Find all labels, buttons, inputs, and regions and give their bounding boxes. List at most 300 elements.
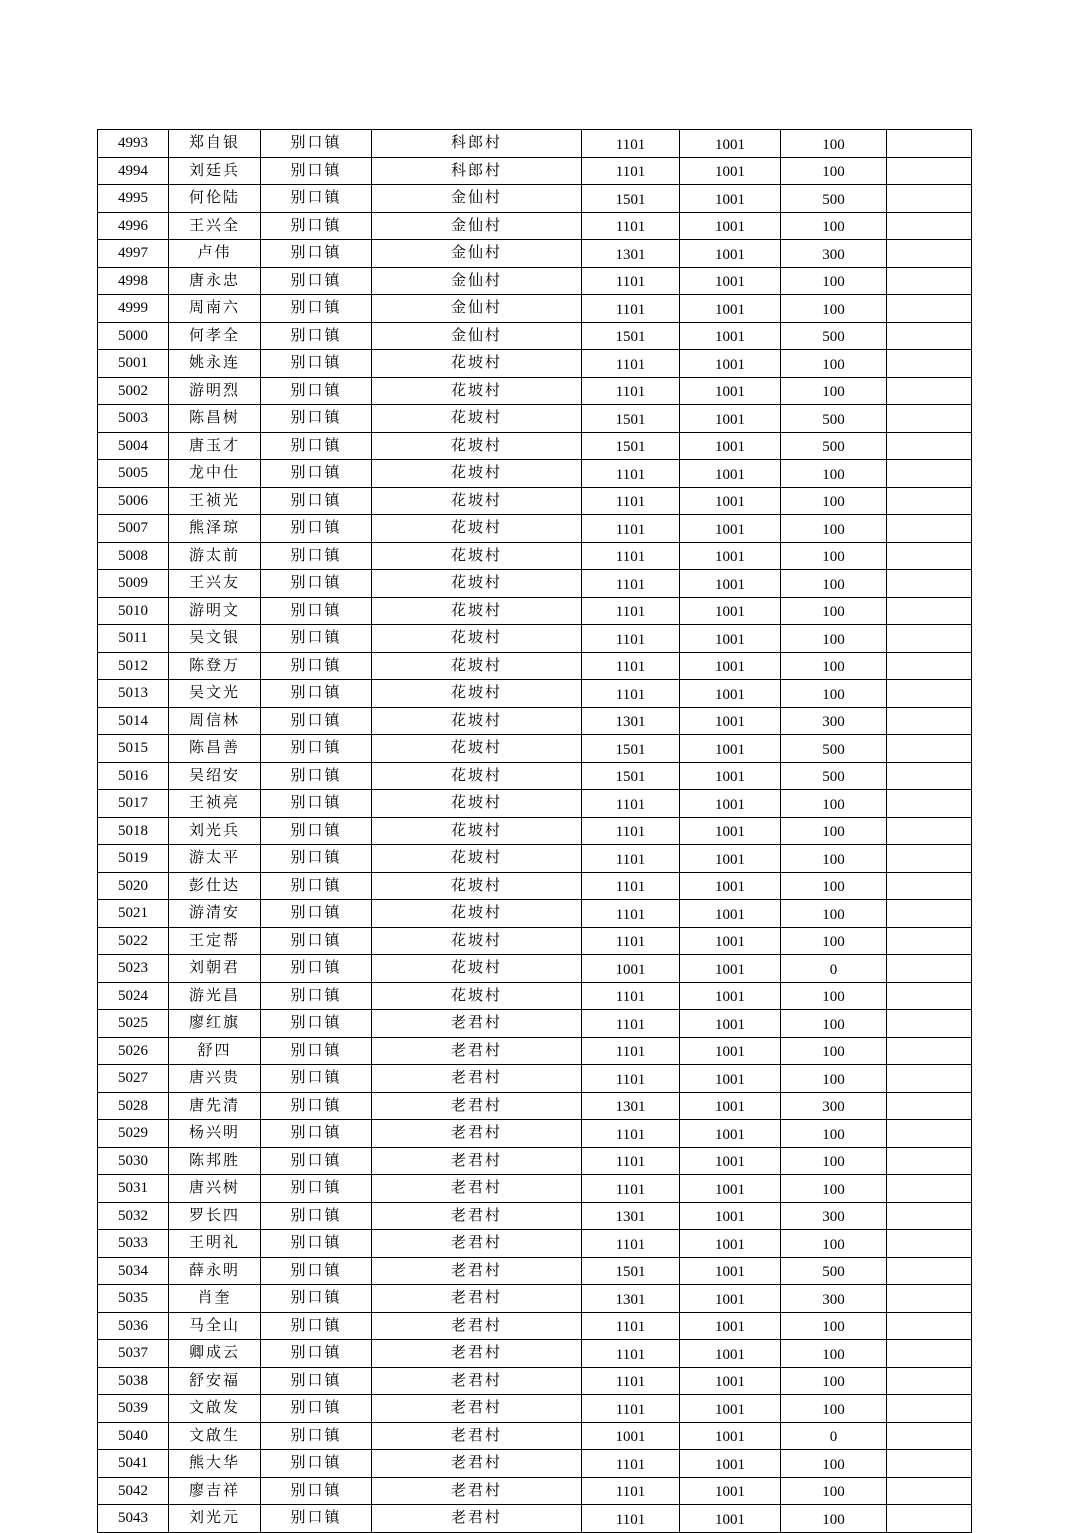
cell-code-b: 1001 xyxy=(680,817,781,845)
table-row xyxy=(98,377,972,405)
cell-amount: 0 xyxy=(781,1422,887,1450)
cell-remark xyxy=(887,570,972,598)
cell-row-number: 5018 xyxy=(98,817,169,845)
cell-amount: 100 xyxy=(781,1147,887,1175)
cell-town: 别口镇 xyxy=(261,1065,372,1093)
cell-remark xyxy=(887,652,972,680)
cell-town: 别口镇 xyxy=(261,487,372,515)
cell-amount: 100 xyxy=(781,1010,887,1038)
cell-village: 老君村 xyxy=(372,1010,582,1038)
cell-village: 老君村 xyxy=(372,1395,582,1423)
table-row xyxy=(98,1010,972,1038)
cell-code-b: 1001 xyxy=(680,157,781,185)
cell-name: 何伦陆 xyxy=(169,185,261,213)
cell-amount: 300 xyxy=(781,240,887,268)
table-row xyxy=(98,707,972,735)
cell-name: 陈昌善 xyxy=(169,735,261,763)
cell-amount: 0 xyxy=(781,955,887,983)
table-row xyxy=(98,1477,972,1505)
cell-row-number: 5019 xyxy=(98,845,169,873)
cell-code-b: 1001 xyxy=(680,790,781,818)
cell-village: 花坡村 xyxy=(372,762,582,790)
cell-row-number: 5008 xyxy=(98,542,169,570)
cell-town: 别口镇 xyxy=(261,1010,372,1038)
table-row xyxy=(98,1340,972,1368)
cell-amount: 500 xyxy=(781,432,887,460)
cell-village: 花坡村 xyxy=(372,982,582,1010)
cell-town: 别口镇 xyxy=(261,405,372,433)
cell-amount: 100 xyxy=(781,680,887,708)
cell-row-number: 5009 xyxy=(98,570,169,598)
cell-code-a: 1101 xyxy=(582,982,680,1010)
cell-code-b: 1001 xyxy=(680,1147,781,1175)
cell-remark xyxy=(887,350,972,378)
cell-code-b: 1001 xyxy=(680,1450,781,1478)
cell-code-b: 1001 xyxy=(680,1395,781,1423)
cell-name: 舒四 xyxy=(169,1037,261,1065)
cell-name: 吴文光 xyxy=(169,680,261,708)
cell-row-number: 4994 xyxy=(98,157,169,185)
cell-village: 花坡村 xyxy=(372,955,582,983)
table-row xyxy=(98,240,972,268)
cell-amount: 100 xyxy=(781,1395,887,1423)
cell-row-number: 5002 xyxy=(98,377,169,405)
table-row xyxy=(98,982,972,1010)
cell-name: 王明礼 xyxy=(169,1230,261,1258)
table-row xyxy=(98,900,972,928)
cell-code-b: 1001 xyxy=(680,1257,781,1285)
cell-village: 花坡村 xyxy=(372,405,582,433)
cell-town: 别口镇 xyxy=(261,1285,372,1313)
cell-amount: 500 xyxy=(781,322,887,350)
cell-village: 老君村 xyxy=(372,1120,582,1148)
cell-remark xyxy=(887,1065,972,1093)
cell-village: 科郎村 xyxy=(372,130,582,158)
cell-code-a: 1101 xyxy=(582,652,680,680)
table-row xyxy=(98,267,972,295)
cell-name: 马全山 xyxy=(169,1312,261,1340)
table-row xyxy=(98,1230,972,1258)
cell-name: 龙中仕 xyxy=(169,460,261,488)
cell-amount: 100 xyxy=(781,872,887,900)
cell-name: 姚永连 xyxy=(169,350,261,378)
cell-remark xyxy=(887,1147,972,1175)
cell-amount: 100 xyxy=(781,817,887,845)
cell-row-number: 5023 xyxy=(98,955,169,983)
table-row xyxy=(98,625,972,653)
cell-name: 罗长四 xyxy=(169,1202,261,1230)
cell-town: 别口镇 xyxy=(261,790,372,818)
cell-code-a: 1501 xyxy=(582,432,680,460)
cell-remark xyxy=(887,1037,972,1065)
cell-amount: 100 xyxy=(781,1230,887,1258)
cell-row-number: 5021 xyxy=(98,900,169,928)
cell-amount: 100 xyxy=(781,487,887,515)
cell-village: 花坡村 xyxy=(372,625,582,653)
cell-amount: 500 xyxy=(781,1257,887,1285)
cell-name: 郑自银 xyxy=(169,130,261,158)
cell-code-b: 1001 xyxy=(680,872,781,900)
cell-code-b: 1001 xyxy=(680,1120,781,1148)
table-row xyxy=(98,1450,972,1478)
cell-amount: 500 xyxy=(781,405,887,433)
cell-town: 别口镇 xyxy=(261,1312,372,1340)
cell-amount: 300 xyxy=(781,1202,887,1230)
table-row xyxy=(98,872,972,900)
cell-name: 唐兴贵 xyxy=(169,1065,261,1093)
cell-town: 别口镇 xyxy=(261,762,372,790)
cell-town: 别口镇 xyxy=(261,212,372,240)
cell-town: 别口镇 xyxy=(261,1505,372,1533)
cell-remark xyxy=(887,295,972,323)
cell-remark xyxy=(887,322,972,350)
data-table xyxy=(97,129,972,1533)
cell-village: 花坡村 xyxy=(372,707,582,735)
cell-row-number: 5001 xyxy=(98,350,169,378)
cell-amount: 300 xyxy=(781,1092,887,1120)
cell-row-number: 5006 xyxy=(98,487,169,515)
cell-code-a: 1101 xyxy=(582,625,680,653)
cell-name: 杨兴明 xyxy=(169,1120,261,1148)
cell-amount: 500 xyxy=(781,762,887,790)
cell-amount: 100 xyxy=(781,1120,887,1148)
cell-row-number: 5000 xyxy=(98,322,169,350)
cell-code-b: 1001 xyxy=(680,1202,781,1230)
cell-name: 周信林 xyxy=(169,707,261,735)
cell-town: 别口镇 xyxy=(261,185,372,213)
table-row xyxy=(98,1037,972,1065)
table-row xyxy=(98,1202,972,1230)
cell-remark xyxy=(887,1505,972,1533)
table-row xyxy=(98,460,972,488)
cell-code-b: 1001 xyxy=(680,212,781,240)
cell-town: 别口镇 xyxy=(261,1257,372,1285)
cell-code-a: 1101 xyxy=(582,817,680,845)
cell-row-number: 5038 xyxy=(98,1367,169,1395)
cell-code-b: 1001 xyxy=(680,1505,781,1533)
cell-remark xyxy=(887,212,972,240)
cell-row-number: 5037 xyxy=(98,1340,169,1368)
cell-town: 别口镇 xyxy=(261,1477,372,1505)
cell-code-a: 1301 xyxy=(582,240,680,268)
cell-remark xyxy=(887,460,972,488)
cell-name: 刘光兵 xyxy=(169,817,261,845)
table-row xyxy=(98,845,972,873)
cell-code-a: 1101 xyxy=(582,900,680,928)
table-row xyxy=(98,1312,972,1340)
cell-town: 别口镇 xyxy=(261,350,372,378)
cell-code-a: 1501 xyxy=(582,735,680,763)
cell-name: 刘朝君 xyxy=(169,955,261,983)
cell-row-number: 5005 xyxy=(98,460,169,488)
table-row xyxy=(98,1257,972,1285)
cell-row-number: 5027 xyxy=(98,1065,169,1093)
table-row xyxy=(98,1285,972,1313)
cell-name: 陈邦胜 xyxy=(169,1147,261,1175)
cell-name: 游明烈 xyxy=(169,377,261,405)
table-row xyxy=(98,955,972,983)
cell-row-number: 5012 xyxy=(98,652,169,680)
cell-code-a: 1101 xyxy=(582,1450,680,1478)
cell-amount: 100 xyxy=(781,652,887,680)
table-body xyxy=(98,130,972,1533)
table-row xyxy=(98,762,972,790)
cell-amount: 100 xyxy=(781,1450,887,1478)
cell-amount: 100 xyxy=(781,1312,887,1340)
cell-code-b: 1001 xyxy=(680,735,781,763)
cell-code-a: 1101 xyxy=(582,350,680,378)
cell-name: 熊泽琼 xyxy=(169,515,261,543)
cell-code-a: 1101 xyxy=(582,487,680,515)
table-row xyxy=(98,350,972,378)
cell-code-b: 1001 xyxy=(680,982,781,1010)
cell-code-a: 1101 xyxy=(582,1340,680,1368)
cell-remark xyxy=(887,900,972,928)
cell-code-b: 1001 xyxy=(680,322,781,350)
cell-code-b: 1001 xyxy=(680,130,781,158)
cell-amount: 500 xyxy=(781,735,887,763)
cell-row-number: 5007 xyxy=(98,515,169,543)
cell-town: 别口镇 xyxy=(261,1202,372,1230)
cell-row-number: 5025 xyxy=(98,1010,169,1038)
cell-remark xyxy=(887,817,972,845)
cell-code-a: 1101 xyxy=(582,597,680,625)
cell-code-a: 1101 xyxy=(582,790,680,818)
cell-remark xyxy=(887,790,972,818)
cell-code-a: 1301 xyxy=(582,707,680,735)
cell-code-a: 1101 xyxy=(582,1147,680,1175)
cell-village: 花坡村 xyxy=(372,900,582,928)
cell-name: 何孝全 xyxy=(169,322,261,350)
cell-code-b: 1001 xyxy=(680,1065,781,1093)
cell-row-number: 5014 xyxy=(98,707,169,735)
table-row xyxy=(98,1505,972,1533)
cell-village: 花坡村 xyxy=(372,927,582,955)
cell-row-number: 5040 xyxy=(98,1422,169,1450)
cell-code-b: 1001 xyxy=(680,377,781,405)
table-row xyxy=(98,405,972,433)
cell-code-a: 1001 xyxy=(582,955,680,983)
table-row xyxy=(98,927,972,955)
cell-name: 唐先清 xyxy=(169,1092,261,1120)
cell-code-b: 1001 xyxy=(680,1312,781,1340)
table-row xyxy=(98,1395,972,1423)
cell-town: 别口镇 xyxy=(261,460,372,488)
cell-town: 别口镇 xyxy=(261,845,372,873)
cell-town: 别口镇 xyxy=(261,240,372,268)
cell-code-a: 1101 xyxy=(582,845,680,873)
cell-row-number: 5010 xyxy=(98,597,169,625)
cell-row-number: 5036 xyxy=(98,1312,169,1340)
table-row xyxy=(98,680,972,708)
cell-code-b: 1001 xyxy=(680,295,781,323)
cell-remark xyxy=(887,680,972,708)
cell-town: 别口镇 xyxy=(261,625,372,653)
cell-village: 老君村 xyxy=(372,1450,582,1478)
cell-remark xyxy=(887,405,972,433)
cell-row-number: 5034 xyxy=(98,1257,169,1285)
cell-remark xyxy=(887,1477,972,1505)
cell-remark xyxy=(887,1230,972,1258)
cell-remark xyxy=(887,432,972,460)
cell-name: 卢伟 xyxy=(169,240,261,268)
cell-name: 陈昌树 xyxy=(169,405,261,433)
cell-name: 肖奎 xyxy=(169,1285,261,1313)
cell-row-number: 5003 xyxy=(98,405,169,433)
cell-village: 花坡村 xyxy=(372,817,582,845)
cell-town: 别口镇 xyxy=(261,1230,372,1258)
cell-row-number: 5035 xyxy=(98,1285,169,1313)
cell-name: 游太平 xyxy=(169,845,261,873)
cell-code-b: 1001 xyxy=(680,240,781,268)
cell-code-a: 1101 xyxy=(582,515,680,543)
cell-village: 花坡村 xyxy=(372,570,582,598)
cell-code-b: 1001 xyxy=(680,1092,781,1120)
cell-village: 老君村 xyxy=(372,1257,582,1285)
cell-code-a: 1101 xyxy=(582,1477,680,1505)
cell-amount: 100 xyxy=(781,212,887,240)
cell-code-a: 1101 xyxy=(582,212,680,240)
cell-code-b: 1001 xyxy=(680,927,781,955)
cell-amount: 100 xyxy=(781,1175,887,1203)
cell-row-number: 5011 xyxy=(98,625,169,653)
cell-village: 老君村 xyxy=(372,1340,582,1368)
cell-code-b: 1001 xyxy=(680,680,781,708)
cell-row-number: 5031 xyxy=(98,1175,169,1203)
cell-code-b: 1001 xyxy=(680,405,781,433)
cell-town: 别口镇 xyxy=(261,432,372,460)
cell-remark xyxy=(887,1450,972,1478)
cell-name: 王兴全 xyxy=(169,212,261,240)
cell-remark xyxy=(887,982,972,1010)
cell-village: 花坡村 xyxy=(372,350,582,378)
cell-remark xyxy=(887,927,972,955)
cell-village: 老君村 xyxy=(372,1477,582,1505)
cell-remark xyxy=(887,1092,972,1120)
cell-row-number: 5042 xyxy=(98,1477,169,1505)
cell-town: 别口镇 xyxy=(261,515,372,543)
cell-row-number: 5039 xyxy=(98,1395,169,1423)
cell-village: 金仙村 xyxy=(372,212,582,240)
cell-code-a: 1101 xyxy=(582,1367,680,1395)
cell-row-number: 5029 xyxy=(98,1120,169,1148)
cell-row-number: 5030 xyxy=(98,1147,169,1175)
cell-code-a: 1001 xyxy=(582,1422,680,1450)
cell-code-b: 1001 xyxy=(680,707,781,735)
table-row xyxy=(98,432,972,460)
cell-row-number: 5020 xyxy=(98,872,169,900)
table-row xyxy=(98,542,972,570)
cell-code-a: 1101 xyxy=(582,680,680,708)
cell-town: 别口镇 xyxy=(261,680,372,708)
cell-code-a: 1501 xyxy=(582,405,680,433)
cell-village: 老君村 xyxy=(372,1147,582,1175)
cell-village: 老君村 xyxy=(372,1312,582,1340)
cell-code-a: 1101 xyxy=(582,1120,680,1148)
cell-village: 老君村 xyxy=(372,1422,582,1450)
cell-code-b: 1001 xyxy=(680,955,781,983)
cell-row-number: 5033 xyxy=(98,1230,169,1258)
cell-village: 花坡村 xyxy=(372,597,582,625)
cell-town: 别口镇 xyxy=(261,542,372,570)
cell-amount: 100 xyxy=(781,515,887,543)
cell-code-a: 1101 xyxy=(582,460,680,488)
cell-village: 花坡村 xyxy=(372,432,582,460)
table-row xyxy=(98,570,972,598)
cell-town: 别口镇 xyxy=(261,900,372,928)
cell-village: 花坡村 xyxy=(372,377,582,405)
cell-remark xyxy=(887,1422,972,1450)
cell-name: 唐永忠 xyxy=(169,267,261,295)
cell-name: 彭仕达 xyxy=(169,872,261,900)
table-row xyxy=(98,735,972,763)
cell-row-number: 5032 xyxy=(98,1202,169,1230)
cell-code-b: 1001 xyxy=(680,1037,781,1065)
cell-name: 文啟生 xyxy=(169,1422,261,1450)
cell-village: 花坡村 xyxy=(372,487,582,515)
table-row xyxy=(98,1422,972,1450)
cell-town: 别口镇 xyxy=(261,955,372,983)
cell-remark xyxy=(887,1312,972,1340)
cell-town: 别口镇 xyxy=(261,130,372,158)
cell-amount: 100 xyxy=(781,1477,887,1505)
cell-town: 别口镇 xyxy=(261,1175,372,1203)
cell-code-b: 1001 xyxy=(680,597,781,625)
cell-remark xyxy=(887,955,972,983)
cell-village: 花坡村 xyxy=(372,872,582,900)
cell-code-b: 1001 xyxy=(680,267,781,295)
cell-town: 别口镇 xyxy=(261,1340,372,1368)
cell-remark xyxy=(887,597,972,625)
cell-name: 游清安 xyxy=(169,900,261,928)
cell-code-b: 1001 xyxy=(680,432,781,460)
cell-row-number: 4993 xyxy=(98,130,169,158)
cell-remark xyxy=(887,1175,972,1203)
cell-code-b: 1001 xyxy=(680,570,781,598)
cell-code-a: 1101 xyxy=(582,1175,680,1203)
cell-code-b: 1001 xyxy=(680,652,781,680)
cell-amount: 500 xyxy=(781,185,887,213)
cell-code-a: 1101 xyxy=(582,570,680,598)
table-row xyxy=(98,295,972,323)
cell-code-b: 1001 xyxy=(680,460,781,488)
cell-remark xyxy=(887,377,972,405)
cell-amount: 100 xyxy=(781,130,887,158)
table-row xyxy=(98,652,972,680)
cell-code-a: 1301 xyxy=(582,1285,680,1313)
cell-amount: 100 xyxy=(781,1340,887,1368)
table-row xyxy=(98,515,972,543)
cell-town: 别口镇 xyxy=(261,1092,372,1120)
table-row xyxy=(98,212,972,240)
cell-remark xyxy=(887,845,972,873)
cell-code-a: 1501 xyxy=(582,762,680,790)
cell-code-b: 1001 xyxy=(680,185,781,213)
cell-village: 科郎村 xyxy=(372,157,582,185)
cell-village: 老君村 xyxy=(372,1285,582,1313)
cell-remark xyxy=(887,1257,972,1285)
cell-code-a: 1301 xyxy=(582,1202,680,1230)
cell-amount: 100 xyxy=(781,350,887,378)
cell-village: 花坡村 xyxy=(372,790,582,818)
cell-town: 别口镇 xyxy=(261,267,372,295)
cell-name: 文啟发 xyxy=(169,1395,261,1423)
cell-town: 别口镇 xyxy=(261,872,372,900)
cell-code-b: 1001 xyxy=(680,1340,781,1368)
cell-row-number: 4996 xyxy=(98,212,169,240)
cell-village: 花坡村 xyxy=(372,845,582,873)
cell-code-a: 1101 xyxy=(582,1395,680,1423)
